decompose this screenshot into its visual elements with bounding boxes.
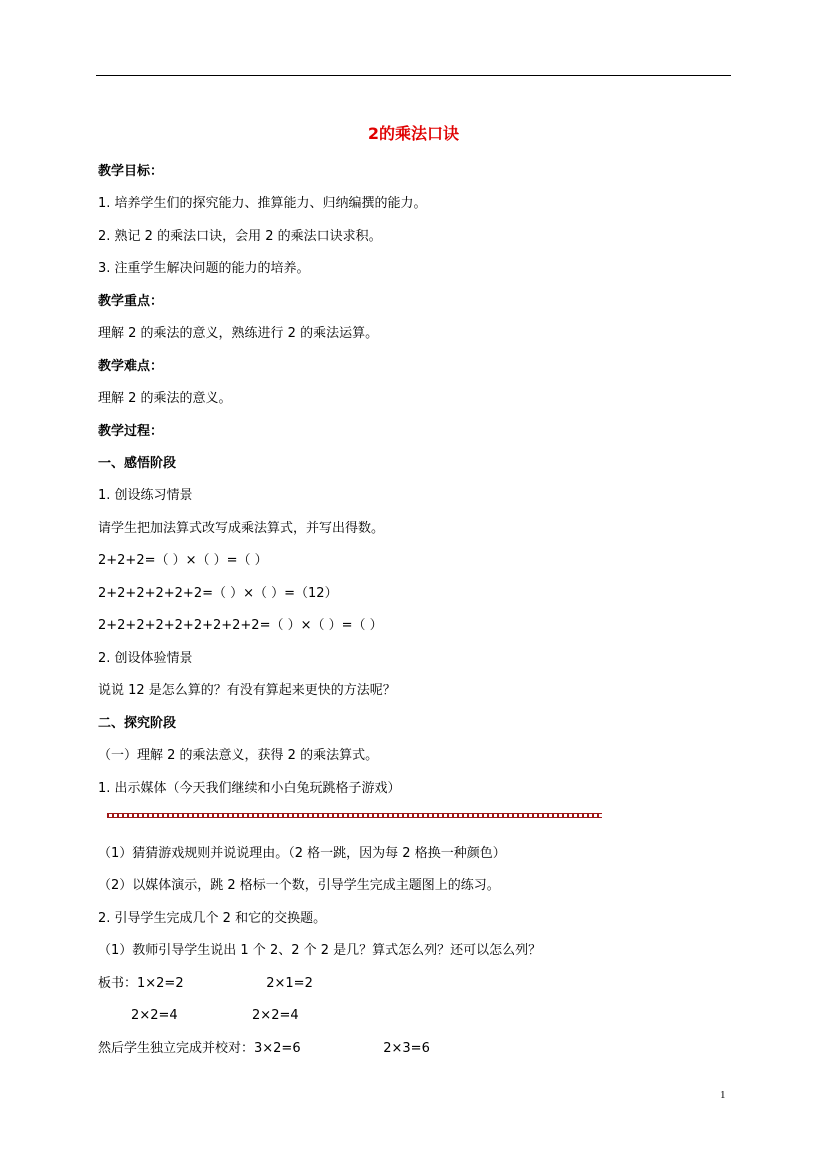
sub-step-3: （1）教师引导学生说出 1 个 2、2 个 2 是几？算式怎么列？还可以怎么列？: [98, 943, 542, 958]
objective-1: 1. 培养学生们的探究能力、推算能力、归纳编撰的能力。: [98, 196, 427, 211]
objective-3: 3. 注重学生解决问题的能力的培养。: [98, 261, 310, 276]
header-rule: [96, 75, 731, 76]
difficulty-text: 理解 2 的乘法的意义。: [98, 391, 232, 406]
page-number: 1: [720, 1089, 726, 1101]
step-2-1: 1. 出示媒体（今天我们继续和小白兔玩跳格子游戏）: [98, 781, 401, 796]
step-1-1: 1. 创设练习情景: [98, 488, 193, 503]
heading-difficulties: 教学难点：: [98, 359, 164, 374]
key-point-text: 理解 2 的乘法的意义，熟练进行 2 的乘法运算。: [98, 326, 379, 341]
step-2-2: 2. 引导学生完成几个 2 和它的交换题。: [98, 911, 327, 926]
instruction-text: 请学生把加法算式改写成乘法算式，并写出得数。: [98, 521, 385, 536]
heading-key-points: 教学重点：: [98, 294, 164, 309]
sub-step-2: （2）以媒体演示，跳 2 格标一个数，引导学生完成主题图上的练习。: [98, 878, 500, 893]
section-2-heading: 二、探究阶段: [98, 716, 177, 731]
section-1-heading: 一、感悟阶段: [98, 456, 177, 471]
step-1-2: 2. 创设体验情景: [98, 651, 193, 666]
question-text: 说说 12 是怎么算的？有没有算起来更快的方法呢？: [98, 683, 396, 698]
heading-process: 教学过程：: [98, 424, 164, 439]
board-line-3: 然后学生独立完成并校对：3×2=6 2×3=6: [98, 1041, 430, 1056]
document-title: 2的乘法口诀: [367, 124, 460, 143]
objective-2: 2. 熟记 2 的乘法口诀，会用 2 的乘法口诀求积。: [98, 229, 382, 244]
board-line-1: 板书：1×2=2 2×1=2: [98, 976, 313, 991]
exercise-1: 2+2+2=（ ）×（ ）=（ ）: [98, 553, 268, 568]
board-line-2: 2×2=4 2×2=4: [98, 1008, 299, 1023]
sub-step-1: （1）猜猜游戏规则并说说理由。（2 格一跳，因为每 2 格换一种颜色）: [98, 846, 506, 861]
exercise-3: 2+2+2+2+2+2+2+2+2=（ ）×（ ）=（ ）: [98, 618, 383, 633]
heading-objectives: 教学目标：: [98, 164, 164, 179]
exercise-2: 2+2+2+2+2+2=（ ）×（ ）=（12）: [98, 586, 338, 601]
subsection-1: （一）理解 2 的乘法意义，获得 2 的乘法算式。: [98, 748, 379, 763]
hopscotch-grid-image: [107, 813, 602, 818]
